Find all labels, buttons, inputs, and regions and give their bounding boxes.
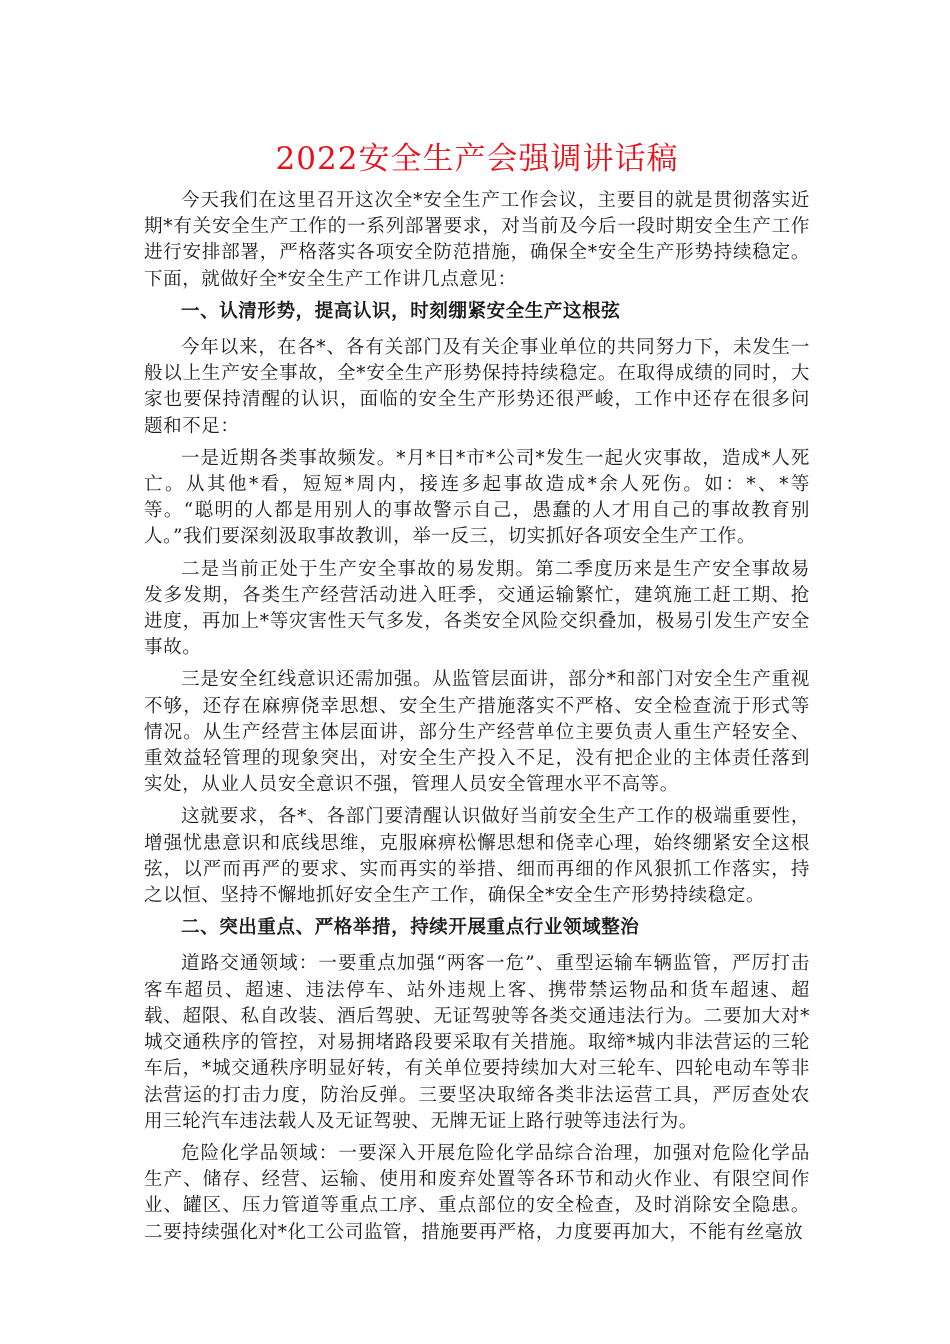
- section-heading-2: 二、突出重点、严格举措，持续开展重点行业领域整治: [181, 917, 640, 939]
- paragraph: 道路交通领域：一要重点加强“两客一危”、重型运输车辆监管，严厉打击客车超员、超速、违法停车、站外违规上客、携带禁运物品和货车超速、超载、超限、私自改装、酒后驾驶、无证驾驶等各类交通违法行为。二要加大对*城交通秩序的管控，对易拥堵路段要采取有关措施。取缔*城内非法营运的三轮车后，*城交通秩序明显好转，有关单位要持续加大对三轮车、四轮电动车等非法营运的打击力度，防治反弹。三要坚决取缔各类非法运营工具，严厉查处农用三轮汽车违法载人及无证驾驶、无牌无证上路行驶等违法行为。: [144, 953, 810, 1132]
- paragraph: 今年以来，在各*、各有关部门及有关企事业单位的共同努力下，未发生一般以上生产安全事故，全*安全生产形势保持持续稳定。在取得成绩的同时，大家也要保持清醒的认识，面临的安全生产形势还很严峻，工作中还存在很多问题和不足：: [144, 337, 810, 437]
- paragraph: 危险化学品领域：一要深入开展危险化学品综合治理，加强对危险化学品生产、储存、经营、运输、使用和废弃处置等各环节和动火作业、有限空间作业、罐区、压力管道等重点工序、重点部位的安全检查，及时消除安全隐患。二要持续强化对*化工公司监管，措施要再严格，力度要再加大，不能有丝毫放: [144, 1142, 810, 1243]
- paragraph: 这就要求，各*、各部门要清醒认识做好当前安全生产工作的极端重要性，增强忧患意识和底线思维，克服麻痹松懈思想和侥幸心理，始终绷紧安全这根弦，以严而再严的要求、实而再实的举措、细而再细的作风狠抓工作落实，持之以恒、坚持不懈地抓好安全生产工作，确保全*安全生产形势持续稳定。: [144, 806, 810, 907]
- paragraph: 二是当前正处于生产安全事故的易发期。第二季度历来是生产安全事故易发多发期，各类生产经营活动进入旺季，交通运输繁忙，建筑施工赶工期、抢进度，再加上*等灾害性天气多发，各类安全风险交织叠加，极易引发生产安全事故。: [144, 558, 810, 659]
- section-heading-1: 一、认清形势，提高认识，时刻绷紧安全生产这根弦: [181, 300, 621, 322]
- paragraph: 三是安全红线意识还需加强。从监管层面讲，部分*和部门对安全生产重视不够，还存在麻痹侥幸思想、安全生产措施落实不严格、安全检查流于形式等情况。从生产经营主体层面讲，部分生产经营单位主要负责人重生产轻安全、重效益轻管理的现象突出，对安全生产投入不足，没有把企业的主体责任落到实处，从业人员安全意识不强，管理人员安全管理水平不高等。: [144, 669, 810, 796]
- document-page: [144, 138, 810, 1252]
- document-title: 2022安全生产会强调讲话稿: [275, 141, 679, 177]
- intro-paragraph: 今天我们在这里召开这次全*安全生产工作会议，主要目的就是贯彻落实近期*有关安全生产工作的一系列部署要求，对当前及今后一段时期安全生产工作进行安排部署，严格落实各项安全防范措施，确保全*安全生产形势持续稳定。下面，就做好全*安全生产工作讲几点意见：: [144, 190, 810, 290]
- paragraph: 一是近期各类事故频发。*月*日*市*公司*发生一起火灾事故，造成*人死亡。从其他*看，短短*周内，接连多起事故造成*余人死伤。如：*、*等等。“聪明的人都是用别人的事故警示自己，愚蠢的人才用自己的事故教育别人。”我们要深刻汲取事故教训，举一反三，切实抓好各项安全生产工作。: [144, 447, 810, 548]
